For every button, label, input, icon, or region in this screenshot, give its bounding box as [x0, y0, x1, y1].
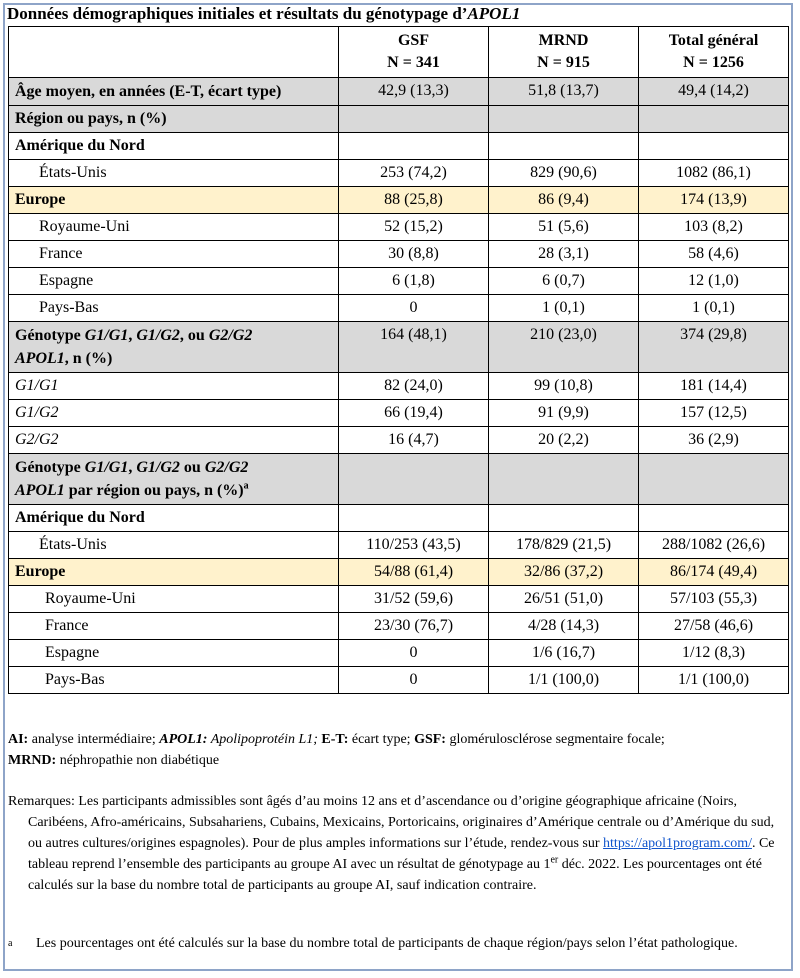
cell-gsf: 164 (48,1) [339, 322, 489, 373]
cell-total: 103 (8,2) [639, 214, 789, 241]
cell-empty [639, 106, 789, 133]
cell-mrnd: 178/829 (21,5) [489, 532, 639, 559]
cell-gsf: 30 (8,8) [339, 241, 489, 268]
cell-empty [489, 505, 639, 532]
cell-mrnd: 1/1 (100,0) [489, 667, 639, 694]
row-label: G1/G2 [9, 400, 339, 427]
cell-empty [339, 454, 489, 505]
cell-total: 374 (29,8) [639, 322, 789, 373]
cell-total: 36 (2,9) [639, 427, 789, 454]
cell-gsf: 66 (19,4) [339, 400, 489, 427]
cell-gsf: 110/253 (43,5) [339, 532, 489, 559]
header-gsf: GSF N = 341 [339, 27, 489, 78]
row-label: Europe [9, 559, 339, 586]
row-label: Pays-Bas [9, 667, 339, 694]
cell-total: 157 (12,5) [639, 400, 789, 427]
demographics-table [8, 26, 789, 694]
row-europe-2 [9, 559, 789, 586]
cell-mrnd: 32/86 (37,2) [489, 559, 639, 586]
row-g2g2 [9, 427, 789, 454]
cell-mrnd: 210 (23,0) [489, 322, 639, 373]
header-total: Total général N = 1256 [639, 27, 789, 78]
cell-gsf: 23/30 (76,7) [339, 613, 489, 640]
row-north-america [9, 133, 789, 160]
cell-mrnd: 51,8 (13,7) [489, 78, 639, 106]
cell-mrnd: 6 (0,7) [489, 268, 639, 295]
row-label: Europe [9, 187, 339, 214]
cell-gsf: 31/52 (59,6) [339, 586, 489, 613]
row-europe [9, 187, 789, 214]
cell-gsf: 54/88 (61,4) [339, 559, 489, 586]
table-title: Données démographiques initiales et résultats du génotypage d’APOL1 [7, 4, 521, 23]
cell-mrnd: 1 (0,1) [489, 295, 639, 322]
row-usa [9, 160, 789, 187]
row-uk [9, 214, 789, 241]
cell-total: 1/1 (100,0) [639, 667, 789, 694]
cell-total: 86/174 (49,4) [639, 559, 789, 586]
cell-empty [639, 454, 789, 505]
cell-gsf: 0 [339, 295, 489, 322]
cell-mrnd: 4/28 (14,3) [489, 613, 639, 640]
cell-total: 174 (13,9) [639, 187, 789, 214]
row-label: Âge moyen, en années (E-T, écart type) [9, 78, 339, 106]
row-north-america-2 [9, 505, 789, 532]
cell-total: 58 (4,6) [639, 241, 789, 268]
row-region-header [9, 106, 789, 133]
study-link[interactable]: https://apol1program.com/ [603, 836, 752, 851]
cell-empty [339, 505, 489, 532]
row-label: Espagne [9, 640, 339, 667]
cell-empty [489, 454, 639, 505]
abbreviations-footnote: AI: analyse intermédiaire; APOL1: Apolipoprotéin L1; E-T: écart type; GSF: glomérulosclérose segmentaire focale; MRND: néphropathie non diabétique [8, 732, 665, 768]
row-label: Génotype G1/G1, G1/G2 ou G2/G2 APOL1 par région ou pays, n (%)$^a$ [9, 454, 339, 505]
row-label: G2/G2 [9, 427, 339, 454]
cell-mrnd: 1/6 (16,7) [489, 640, 639, 667]
row-label: États-Unis [9, 160, 339, 187]
cell-gsf: 6 (1,8) [339, 268, 489, 295]
cell-gsf: 52 (15,2) [339, 214, 489, 241]
header-row [9, 27, 789, 78]
row-label: Amérique du Nord [9, 505, 339, 532]
cell-mrnd: 20 (2,2) [489, 427, 639, 454]
cell-gsf: 0 [339, 667, 489, 694]
cell-total: 1082 (86,1) [639, 160, 789, 187]
cell-gsf: 16 (4,7) [339, 427, 489, 454]
footnote-a [8, 934, 784, 953]
cell-empty [489, 133, 639, 160]
cell-total: 1/12 (8,3) [639, 640, 789, 667]
row-label: G1/G1 [9, 373, 339, 400]
remarks-note: Remarques: Les participants admissibles sont âgés d’au moins 12 ans et d’ascendance ou d’origine géographique africaine (Noirs, Caribéens, Afro-américains, Subsahariens, Cubains, Mexicains, Portoricains, originaires d’Amérique centrale ou d’Amérique du sud, ou autres cultures/origines espagnoles). Pour de plus amples informations sur l’étude, rendez-vous sur https://apol1program.com/. Ce tableau reprend l’ensemble des participants au groupe AI avec un résultat de génotypage au 1er déc. 2022. Les pourcentages ont été calculés sur la base du nombre total de participants au groupe AI, sauf indication contraire. [8, 794, 775, 893]
cell-mrnd: 51 (5,6) [489, 214, 639, 241]
row-label: États-Unis [9, 532, 339, 559]
row-spain [9, 268, 789, 295]
row-label: France [9, 613, 339, 640]
cell-total: 27/58 (46,6) [639, 613, 789, 640]
cell-empty [639, 505, 789, 532]
cell-mrnd: 28 (3,1) [489, 241, 639, 268]
row-g1g1 [9, 373, 789, 400]
cell-mrnd: 86 (9,4) [489, 187, 639, 214]
row-uk-2 [9, 586, 789, 613]
row-age [9, 78, 789, 106]
row-label: Amérique du Nord [9, 133, 339, 160]
cell-gsf: 82 (24,0) [339, 373, 489, 400]
cell-gsf: 88 (25,8) [339, 187, 489, 214]
row-usa-2 [9, 532, 789, 559]
row-label: France [9, 241, 339, 268]
row-label: Pays-Bas [9, 295, 339, 322]
row-spain-2 [9, 640, 789, 667]
row-netherlands [9, 295, 789, 322]
row-label: Région ou pays, n (%) [9, 106, 339, 133]
row-france [9, 241, 789, 268]
row-genotype [9, 322, 789, 373]
cell-total: 288/1082 (26,6) [639, 532, 789, 559]
cell-total: 12 (1,0) [639, 268, 789, 295]
cell-mrnd: 91 (9,9) [489, 400, 639, 427]
row-genotype-by-region [9, 454, 789, 505]
cell-empty [339, 106, 489, 133]
row-netherlands-2 [9, 667, 789, 694]
row-label: Espagne [9, 268, 339, 295]
cell-mrnd: 26/51 (51,0) [489, 586, 639, 613]
cell-total: 57/103 (55,3) [639, 586, 789, 613]
cell-mrnd: 829 (90,6) [489, 160, 639, 187]
row-france-2 [9, 613, 789, 640]
header-empty [9, 27, 339, 78]
row-label: Royaume-Uni [9, 586, 339, 613]
cell-gsf: 253 (74,2) [339, 160, 489, 187]
cell-total: 1 (0,1) [639, 295, 789, 322]
header-mrnd: MRND N = 915 [489, 27, 639, 78]
cell-total: 49,4 (14,2) [639, 78, 789, 106]
footnote-text: Les pourcentages ont été calculés sur la base du nombre total de participants de chaque région/pays selon l’état pathologique. [36, 936, 738, 951]
row-label: Génotype G1/G1, G1/G2, ou G2/G2 APOL1, n (%) [9, 322, 339, 373]
row-label: Royaume-Uni [9, 214, 339, 241]
cell-gsf: 0 [339, 640, 489, 667]
footnote-mark: a [8, 938, 13, 949]
cell-empty [489, 106, 639, 133]
cell-total: 181 (14,4) [639, 373, 789, 400]
cell-empty [339, 133, 489, 160]
row-g1g2 [9, 400, 789, 427]
cell-gsf: 42,9 (13,3) [339, 78, 489, 106]
cell-mrnd: 99 (10,8) [489, 373, 639, 400]
cell-empty [639, 133, 789, 160]
